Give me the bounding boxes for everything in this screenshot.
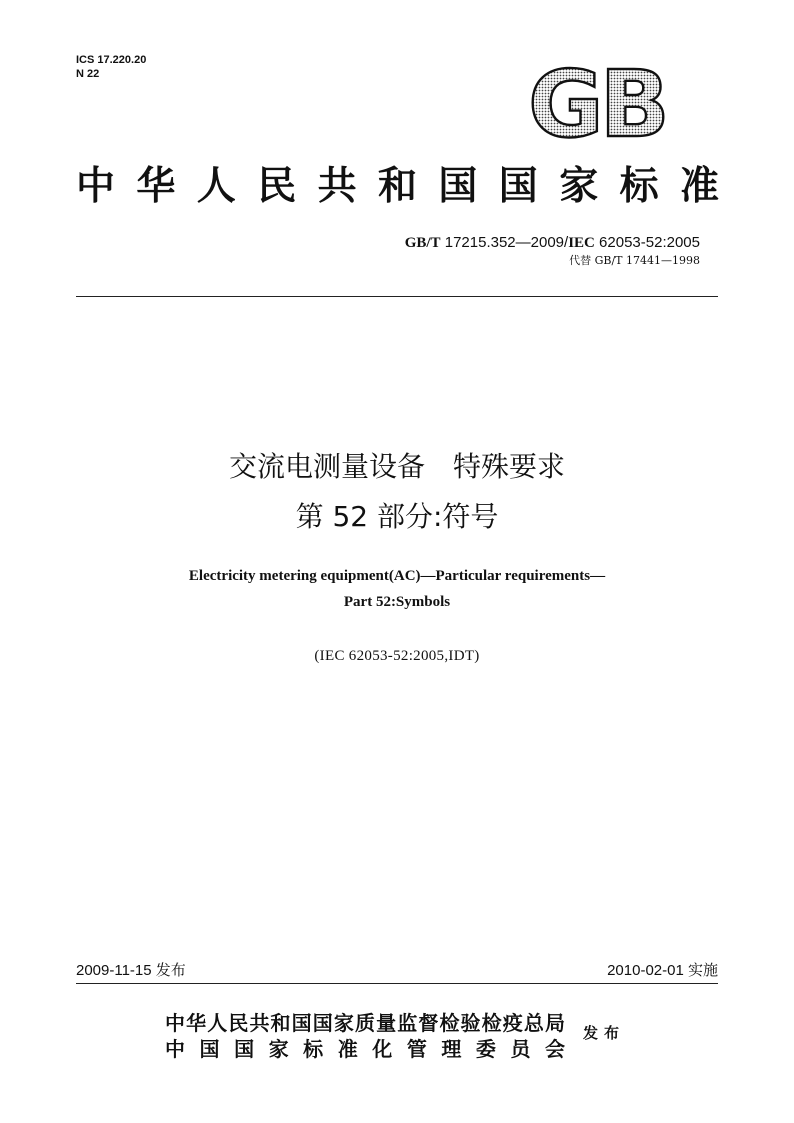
national-standard-title: 中华人民共和国国家标准 <box>76 164 721 209</box>
classification-codes <box>76 53 146 81</box>
ccs-code: N 22 <box>76 68 100 80</box>
issue-date: 2009-11-15 发布 <box>76 962 186 979</box>
iec-equivalence: (IEC 62053-52:2005,IDT) <box>314 648 480 664</box>
iec-prefix: IEC <box>568 235 595 251</box>
standard-number <box>405 234 700 252</box>
standard-prefix: GB/T <box>404 235 441 251</box>
header-divider <box>76 296 718 297</box>
implementation-date: 2010-02-01 实施 <box>607 962 718 979</box>
ics-code: ICS 17.220.20 <box>76 54 147 66</box>
chinese-title-line2: 第 52 部分:符号 <box>295 500 499 533</box>
issuer-aqsiq: 中华人民共和国国家质量监督检验检疫总局 <box>165 1011 565 1035</box>
issuer-sac: 中国国家标准化管理委员会 <box>165 1037 565 1061</box>
english-title-line2: Part 52:Symbols <box>343 594 451 610</box>
english-title-line1: Electricity metering equipment(AC)—Particular requirements— <box>188 568 606 584</box>
chinese-title-line1: 交流电测量设备 特殊要求 <box>228 450 565 483</box>
iec-code: 62053-52:2005 <box>594 234 700 251</box>
gb-logo-text: GB <box>528 62 666 144</box>
replaces-note: 代替 GB/T 17441—1998 <box>569 254 700 267</box>
publish-label: 发布 <box>583 1024 626 1042</box>
standard-code: 17215.352—2009/ <box>440 234 569 251</box>
gb-logo <box>517 62 677 144</box>
footer-divider <box>76 983 718 984</box>
